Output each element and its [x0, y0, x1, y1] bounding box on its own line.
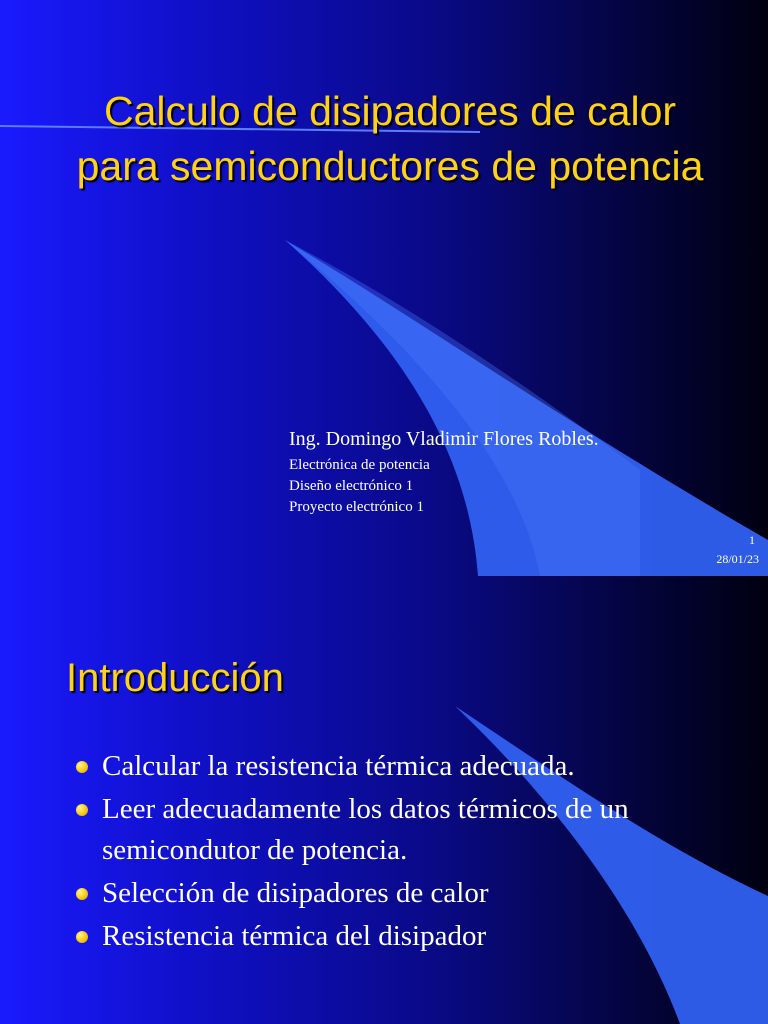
- bullet-icon: [76, 931, 88, 943]
- slide-title: Introducción: [66, 656, 284, 700]
- bullet-icon: [76, 888, 88, 900]
- subject-line: Proyecto electrónico 1: [289, 499, 424, 515]
- bullet-icon: [76, 804, 88, 816]
- author-name: Ing. Domingo Vladimir Flores Robles.: [289, 428, 599, 450]
- bullet-item: Selección de disipadores de calor: [72, 873, 712, 914]
- bullet-icon: [76, 761, 88, 773]
- slide-2: [0, 576, 768, 1024]
- subject-line: Electrónica de potencia: [289, 457, 430, 473]
- page-number: 1: [749, 533, 755, 547]
- slide-date: 28/01/23: [716, 552, 759, 566]
- subject-line: Diseño electrónico 1: [289, 478, 414, 494]
- bullet-item: Resistencia térmica del disipador: [72, 916, 712, 957]
- bullet-item: Calcular la resistencia térmica adecuada.: [72, 746, 712, 787]
- bullet-item: Leer adecuadamente los datos térmicos de un semicondutor de potencia.: [72, 789, 712, 871]
- bullet-list: [72, 746, 712, 959]
- slide-title: Calculo de disipadores de calor para semiconductores de potencia: [76, 88, 704, 189]
